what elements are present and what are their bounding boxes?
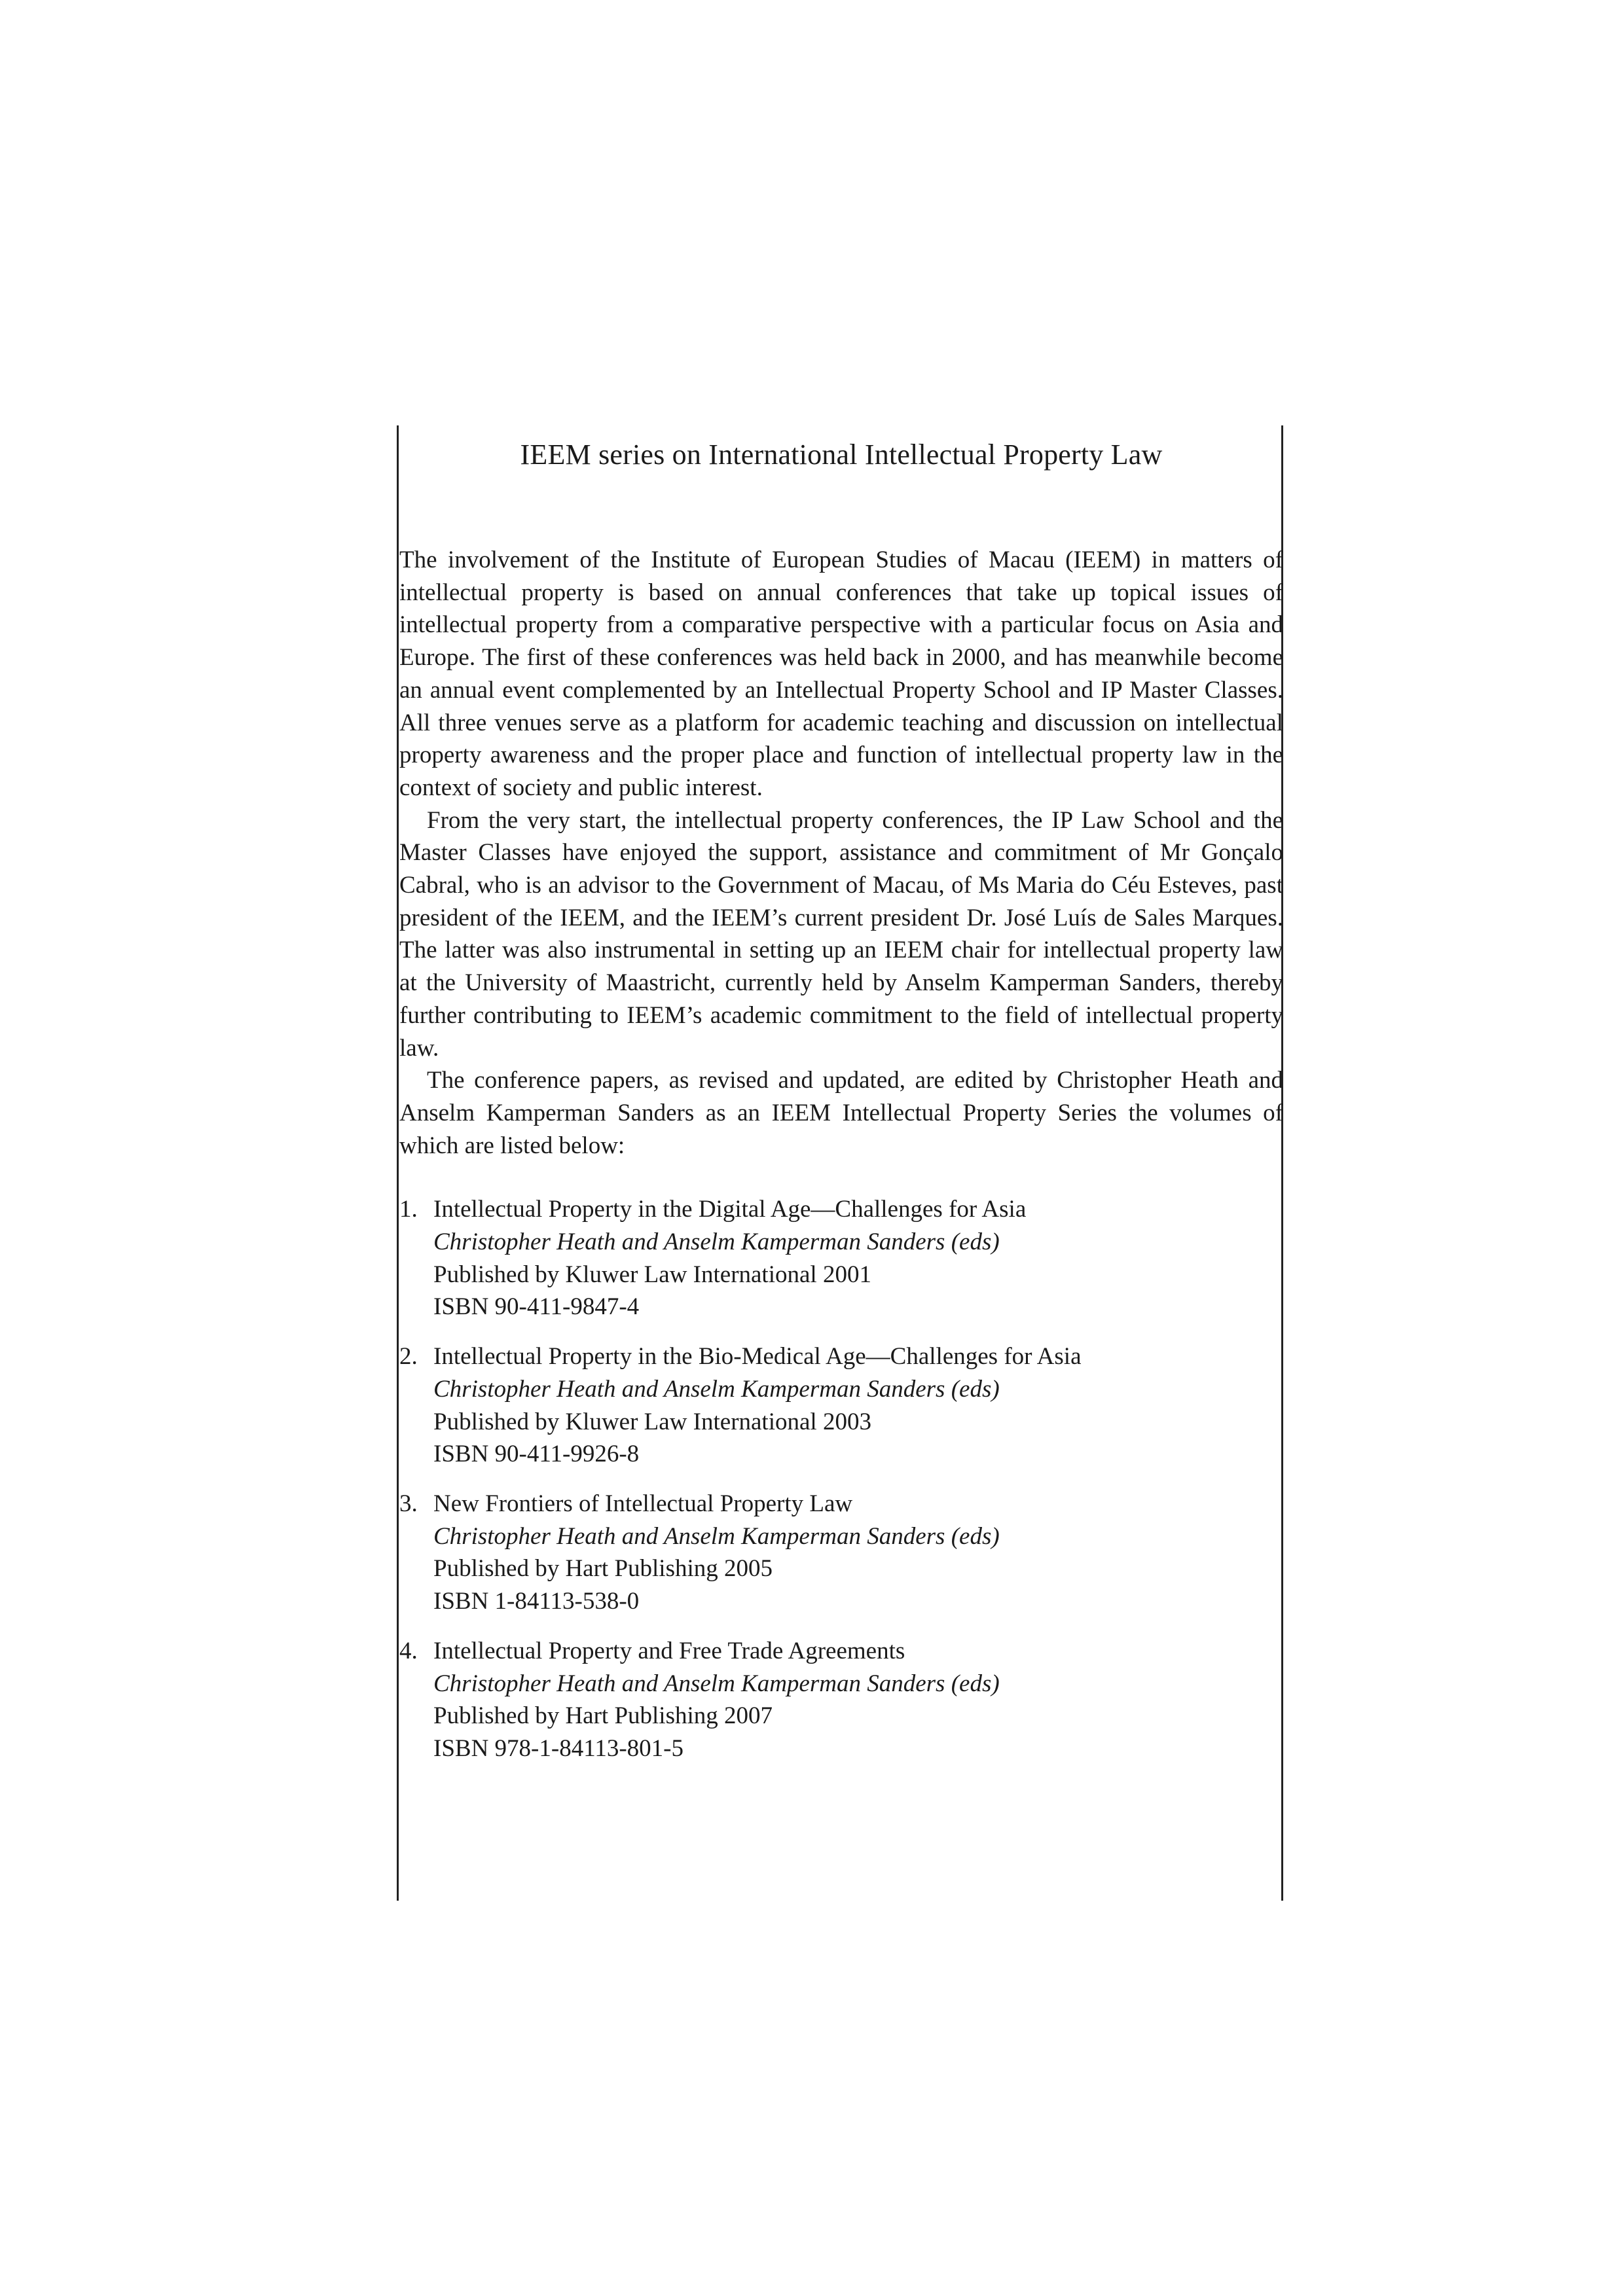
volume-title: Intellectual Property in the Bio-Medical Age—Challenges for Asia xyxy=(433,1343,1082,1371)
left-margin-rule xyxy=(397,425,399,1901)
volume-item xyxy=(399,1635,1283,1765)
volume-item xyxy=(399,1488,1283,1618)
text-block xyxy=(399,425,1283,1782)
editors-paragraph: The conference papers, as revised and updated, are edited by Christopher Heath and Anselm Kamperman Sanders as an IEEM Intellectual Property Series the volumes of which are listed below: xyxy=(399,1067,1283,1159)
volume-number: 2. xyxy=(399,1343,418,1371)
volume-publisher: Published by Hart Publishing 2007 xyxy=(433,1702,773,1730)
volume-publisher: Published by Hart Publishing 2005 xyxy=(433,1555,773,1583)
volume-editors: Christopher Heath and Anselm Kamperman Sanders (eds) xyxy=(433,1375,1000,1403)
intro-paragraph: The involvement of the Institute of European Studies of Macau (IEEM) in matters of intellectual property is based on annual conferences that take up topical issues of intellectual property from a comparative perspective with a particular focus on Asia and Europe. The first of these conferences was held back in 2000, and has meanwhile become an annual event complemented by an Intellectual Property School and IP Master Classes. All three venues serve as a platform for academic teaching and discussion on intellectual property awareness and the proper place and function of intellectual property law in the context of society and public interest. xyxy=(399,547,1283,801)
volume-isbn: ISBN 1-84113-538-0 xyxy=(433,1588,640,1615)
volume-isbn: ISBN 978-1-84113-801-5 xyxy=(433,1734,684,1762)
volume-item xyxy=(399,1340,1283,1471)
volume-number: 4. xyxy=(399,1637,418,1664)
volume-title: New Frontiers of Intellectual Property Law xyxy=(433,1490,853,1517)
volume-item xyxy=(399,1193,1283,1323)
volume-title: Intellectual Property and Free Trade Agreements xyxy=(433,1637,905,1664)
volume-list xyxy=(399,1193,1283,1765)
volume-isbn: ISBN 90-411-9847-4 xyxy=(433,1293,640,1321)
volume-title: Intellectual Property in the Digital Age—Challenges for Asia xyxy=(433,1196,1027,1223)
volume-publisher: Published by Kluwer Law International 2003 xyxy=(433,1408,871,1435)
volume-editors: Christopher Heath and Anselm Kamperman Sanders (eds) xyxy=(433,1229,1000,1256)
volume-editors: Christopher Heath and Anselm Kamperman Sanders (eds) xyxy=(433,1522,1000,1550)
volume-isbn: ISBN 90-411-9926-8 xyxy=(433,1441,640,1468)
volume-publisher: Published by Kluwer Law International 2001 xyxy=(433,1261,871,1288)
volume-editors: Christopher Heath and Anselm Kamperman Sanders (eds) xyxy=(433,1670,1000,1697)
series-title: IEEM series on International Intellectual Property Law xyxy=(520,439,1163,471)
support-paragraph: From the very start, the intellectual property conferences, the IP Law School and the Master Classes have enjoyed the support, assistance and commitment of Mr Gonçalo Cabral, who is an advisor to the Government of Macau, of Ms Maria do Céu Esteves, past president of the IEEM, and the IEEM’s current president Dr. José Luís de Sales Marques. The latter was also instrumental in setting up an IEEM chair for intellectual property law at the University of Maastricht, currently held by Anselm Kamperman Sanders, thereby further contributing to IEEM’s academic commitment to the field of intellectual property law. xyxy=(399,806,1283,1062)
volume-number: 1. xyxy=(399,1196,418,1223)
volume-number: 3. xyxy=(399,1490,418,1517)
